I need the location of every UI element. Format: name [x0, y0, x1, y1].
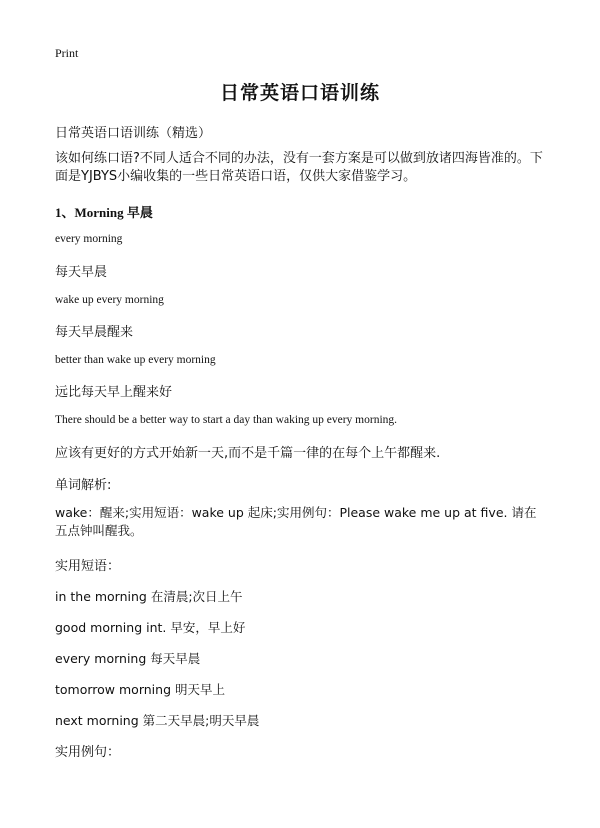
useful-phrase-item: in the morning 在清晨;次日上午: [55, 589, 243, 604]
intro-paragraph: 该如何练口语?不同人适合不同的办法，没有一套方案是可以做到放诸四海皆准的。下面是YJBYS小编收集的一些日常英语口语，仅供大家借鉴学习。: [55, 151, 543, 184]
useful-phrase-item: tomorrow morning 明天早上: [55, 682, 225, 697]
useful-phrase-item: good morning int. 早安，早上好: [55, 620, 246, 635]
phrase-cn: 应该有更好的方式开始新一天,而不是千篇一律的在每个上午都醒来.: [55, 446, 441, 461]
phrase-en: There should be a better way to start a day than waking up every morning.: [55, 414, 398, 426]
subtitle: 日常英语口语训练（精选）: [55, 126, 212, 141]
phrase-cn: 每天早晨醒来: [55, 325, 134, 340]
vocab-label: 单词解析:: [55, 478, 112, 493]
phrase-en: every morning: [55, 233, 123, 245]
phrase-en: better than wake up every morning: [55, 354, 216, 366]
useful-phrase-item: every morning 每天早晨: [55, 651, 201, 666]
phrase-cn: 远比每天早上醒来好: [55, 385, 173, 400]
print-link[interactable]: Print: [55, 46, 79, 60]
page-title: 日常英语口语训练: [219, 82, 380, 104]
section-heading: 1、Morning 早晨: [55, 205, 153, 220]
phrase-cn: 每天早晨: [55, 265, 108, 280]
useful-phrase-item: next morning 第二天早晨;明天早晨: [55, 713, 260, 728]
useful-phrases-label: 实用短语：: [55, 559, 121, 574]
vocab-text: wake：醒来;实用短语：wake up 起床;实用例句：Please wake me up at five. 请在五点钟叫醒我。: [55, 505, 537, 538]
examples-label: 实用例句：: [55, 745, 121, 760]
phrase-en: wake up every morning: [55, 294, 164, 306]
